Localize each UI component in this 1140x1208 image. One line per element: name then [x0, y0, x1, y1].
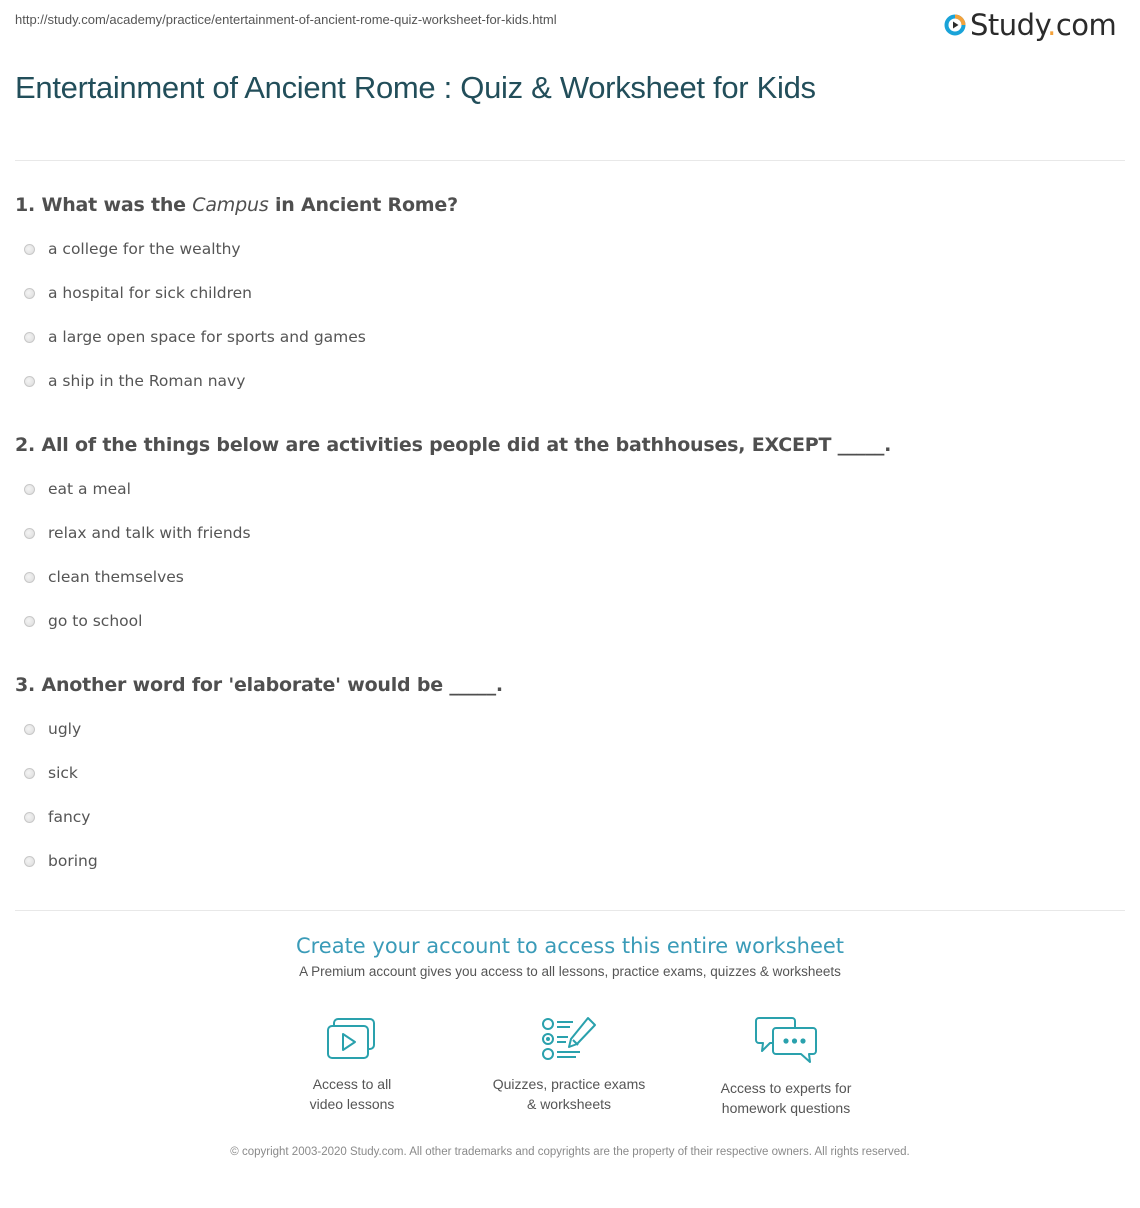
q1-option-b[interactable]: a hospital for sick children — [24, 284, 252, 302]
copyright-notice: © copyright 2003-2020 Study.com. All other trademarks and copyrights are the property of their respective owners. All rights reserved. — [230, 1146, 910, 1158]
play-circle-logo-icon — [944, 14, 966, 36]
create-account-link[interactable]: Create your account to access this entire worksheet — [295, 934, 845, 958]
radio-button[interactable] — [24, 332, 35, 343]
logo-wordmark: Study.com — [970, 8, 1117, 42]
q1-option-d[interactable]: a ship in the Roman navy — [24, 372, 245, 390]
q2-option-b[interactable]: relax and talk with friends — [24, 524, 251, 542]
chat-bubbles-icon — [754, 1016, 818, 1066]
radio-button[interactable] — [24, 376, 35, 387]
divider — [15, 910, 1125, 911]
feature-video-lessons: Access to all video lessons — [252, 1016, 452, 1114]
page-url: http://study.com/academy/practice/entertainment-of-ancient-rome-quiz-worksheet-for-kids.html — [15, 12, 557, 27]
radio-button[interactable] — [24, 484, 35, 495]
q3-option-a[interactable]: ugly — [24, 720, 81, 738]
divider — [15, 160, 1125, 161]
q3-option-b[interactable]: sick — [24, 764, 78, 782]
radio-button[interactable] — [24, 288, 35, 299]
quiz-checklist-icon — [540, 1016, 598, 1062]
study-logo[interactable] — [944, 8, 1116, 42]
radio-button[interactable] — [24, 724, 35, 735]
radio-button[interactable] — [24, 768, 35, 779]
q1-option-c[interactable]: a large open space for sports and games — [24, 328, 366, 346]
question-3: 3. Another word for 'elaborate' would be _____. — [15, 674, 503, 696]
radio-button[interactable] — [24, 616, 35, 627]
page-title: Entertainment of Ancient Rome : Quiz & Worksheet for Kids — [15, 70, 816, 105]
feature-quizzes: Quizzes, practice exams & worksheets — [469, 1016, 669, 1114]
q2-option-c[interactable]: clean themselves — [24, 568, 184, 586]
video-lessons-icon — [326, 1016, 378, 1062]
question-1: 1. What was the Campus in Ancient Rome? — [15, 194, 458, 216]
radio-button[interactable] — [24, 572, 35, 583]
q2-option-d[interactable]: go to school — [24, 612, 142, 630]
cta-subtitle: A Premium account gives you access to all lessons, practice exams, quizzes & worksheets — [299, 964, 841, 979]
q3-option-d[interactable]: boring — [24, 852, 98, 870]
italic-term: Campus — [192, 194, 269, 216]
question-2: 2. All of the things below are activities people did at the bathhouses, EXCEPT _____. — [15, 434, 892, 456]
q1-option-a[interactable]: a college for the wealthy — [24, 240, 241, 258]
q2-option-a[interactable]: eat a meal — [24, 480, 131, 498]
radio-button[interactable] — [24, 244, 35, 255]
feature-experts: Access to experts for homework questions — [686, 1016, 886, 1118]
q3-option-c[interactable]: fancy — [24, 808, 90, 826]
radio-button[interactable] — [24, 528, 35, 539]
radio-button[interactable] — [24, 856, 35, 867]
radio-button[interactable] — [24, 812, 35, 823]
